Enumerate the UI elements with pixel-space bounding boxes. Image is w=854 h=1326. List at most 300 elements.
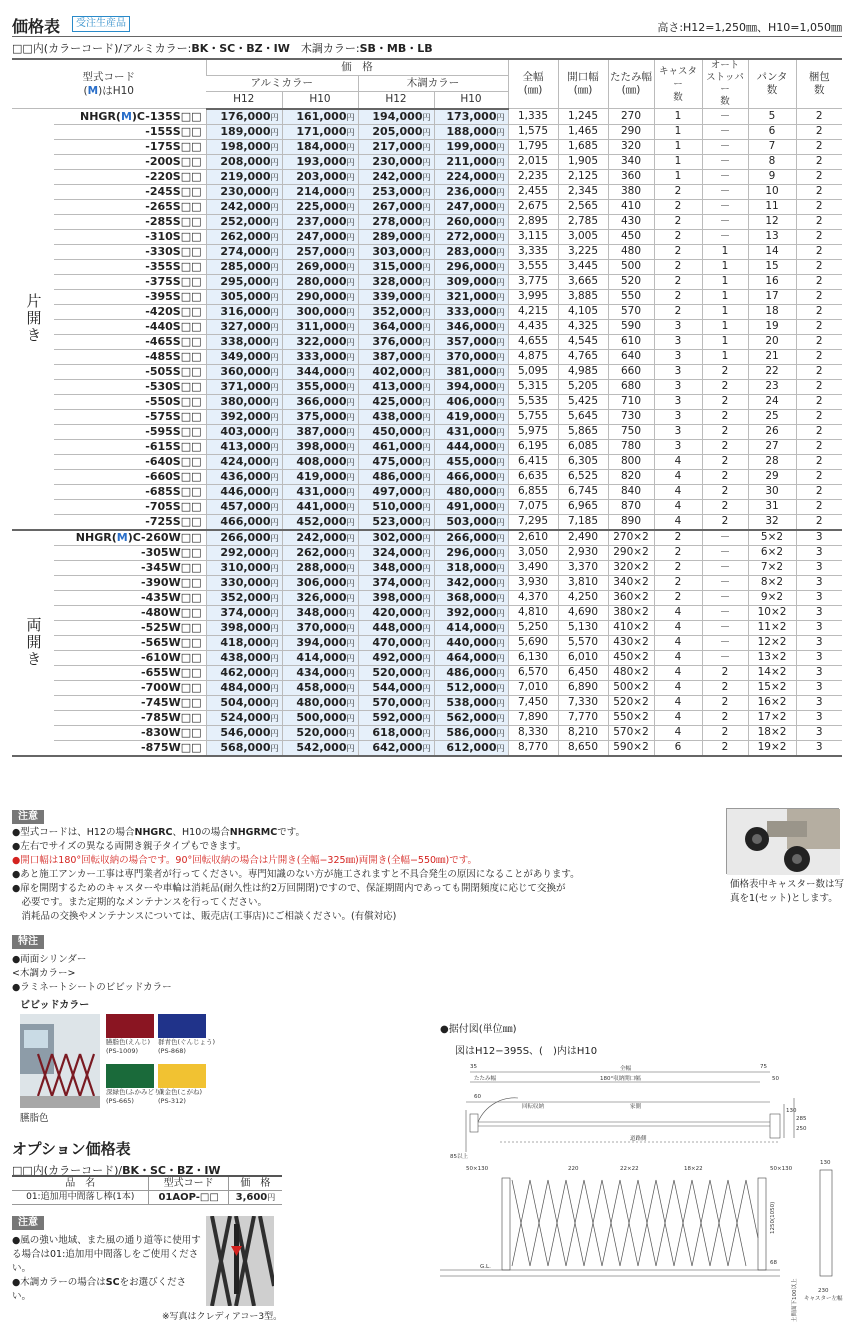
opening-value: 7,770 xyxy=(567,711,599,723)
folded-value: 610 xyxy=(620,335,642,347)
table-row xyxy=(12,124,842,139)
panta-cell xyxy=(748,620,796,635)
panta-value: 26 xyxy=(765,425,779,437)
wood-h10-cell xyxy=(434,154,508,169)
wood-h12-cell xyxy=(358,424,434,439)
model-code-cell xyxy=(54,530,206,546)
panta-value: 6 xyxy=(768,125,776,137)
table-row xyxy=(12,530,842,546)
model-suffix: -480W□□ xyxy=(141,606,202,619)
alumi-h12-value: 457,000 xyxy=(220,499,271,513)
folded-cell xyxy=(608,575,654,590)
pack-cell xyxy=(796,605,842,620)
opt-price-header: 価 格 xyxy=(228,1176,282,1191)
model-suffix: )C-260W□□ xyxy=(127,531,202,544)
folded-cell xyxy=(608,394,654,409)
alumi-h12-value: 230,000 xyxy=(220,184,271,198)
folded-value: 340 xyxy=(620,155,642,167)
caster-cell xyxy=(654,620,702,635)
alumi-h12-cell xyxy=(206,439,282,454)
wood-h12-value: 450,000 xyxy=(372,424,423,438)
alumi-h10-cell xyxy=(282,199,358,214)
opening-value: 1,685 xyxy=(567,140,599,152)
wood-h12-value: 352,000 xyxy=(372,304,423,318)
yen-unit: 円 xyxy=(422,517,431,527)
wood-h10-cell xyxy=(434,244,508,259)
alumi-h12-value: 374,000 xyxy=(220,605,271,619)
alumi-h10-cell xyxy=(282,379,358,394)
caster-value: 2 xyxy=(674,576,682,588)
panta-value: 21 xyxy=(765,350,779,362)
pack-cell xyxy=(796,484,842,499)
pack-cell xyxy=(796,244,842,259)
model-code-cell xyxy=(54,274,206,289)
model-code-cell xyxy=(54,560,206,575)
folded-cell xyxy=(608,620,654,635)
width-cell xyxy=(508,349,558,364)
alumi-h10-cell xyxy=(282,424,358,439)
wood-h10-cell xyxy=(434,229,508,244)
swatch-2-label: 群青色(ぐんじょう) xyxy=(158,1038,216,1046)
wood-h10-value: 224,000 xyxy=(446,169,497,183)
alumi-h10-value: 370,000 xyxy=(296,620,347,634)
stopper-value: 2 xyxy=(721,365,729,377)
note-line-6: 必要です。また定期的なメンテナンスを行ってください。 xyxy=(12,897,267,908)
model-suffix: -435W□□ xyxy=(141,591,202,604)
wood-h12-value: 520,000 xyxy=(372,665,423,679)
model-code-cell xyxy=(54,304,206,319)
alumi-h12-value: 208,000 xyxy=(220,154,271,168)
fig-rot-label: 回転収納 xyxy=(522,1104,545,1110)
yen-unit: 円 xyxy=(346,337,355,347)
stopper-value: 2 xyxy=(721,681,729,693)
wood-h10-value: 296,000 xyxy=(446,259,497,273)
wood-h12-value: 570,000 xyxy=(372,695,423,709)
caster-cell xyxy=(654,214,702,229)
pack-cell xyxy=(796,124,842,139)
alumi-h10-value: 225,000 xyxy=(296,199,347,213)
alumi-h10-value: 193,000 xyxy=(296,154,347,168)
folded-value: 710 xyxy=(620,395,642,407)
caster-cell xyxy=(654,154,702,169)
caster-value: 4 xyxy=(674,621,682,633)
wood-h10-cell xyxy=(434,304,508,319)
alumi-h10-cell xyxy=(282,349,358,364)
yen-unit: 円 xyxy=(422,427,431,437)
wood-h12-cell xyxy=(358,274,434,289)
pack-cell xyxy=(796,680,842,695)
panta-value: 16 xyxy=(765,275,779,287)
wood-h12-value: 438,000 xyxy=(372,409,423,423)
yen-unit: 円 xyxy=(270,157,279,167)
table-row xyxy=(12,680,842,695)
yen-unit: 円 xyxy=(422,397,431,407)
panta-cell xyxy=(748,499,796,514)
width-value: 5,250 xyxy=(517,621,549,633)
pack-cell xyxy=(796,710,842,725)
width-value: 2,895 xyxy=(517,215,549,227)
price-header: 価 格 xyxy=(206,59,508,76)
alumi-h10-value: 441,000 xyxy=(296,499,347,513)
width-value: 3,555 xyxy=(517,260,549,272)
stopper-value: － xyxy=(719,531,731,543)
wood-h12-cell xyxy=(358,680,434,695)
width-cell xyxy=(508,304,558,319)
alumi-h10-value: 355,000 xyxy=(296,379,347,393)
panta-value: 5×2 xyxy=(760,531,784,543)
caster-cell xyxy=(654,740,702,756)
alumi-h10-cell xyxy=(282,319,358,334)
wood-h10-cell xyxy=(434,740,508,756)
panta-value: 6×2 xyxy=(760,546,784,558)
pack-value: 2 xyxy=(815,290,823,302)
alumi-h10-value: 398,000 xyxy=(296,439,347,453)
pack-cell xyxy=(796,499,842,514)
model-code-cell xyxy=(54,259,206,274)
opening-cell xyxy=(558,169,608,184)
width-cell xyxy=(508,439,558,454)
stopper-value: － xyxy=(719,621,731,633)
pack-cell xyxy=(796,319,842,334)
wood-h12-cell xyxy=(358,635,434,650)
stopper-value: － xyxy=(719,230,731,242)
wood-h12-value: 302,000 xyxy=(372,530,423,544)
width-cell xyxy=(508,725,558,740)
alumi-h12-cell xyxy=(206,364,282,379)
width-cell xyxy=(508,289,558,304)
pack-cell xyxy=(796,259,842,274)
wood-h10-cell xyxy=(434,725,508,740)
stopper-cell xyxy=(702,244,748,259)
vivid-photo-caption: 臙脂色 xyxy=(20,1113,49,1124)
panta-cell xyxy=(748,289,796,304)
wood-h10-cell xyxy=(434,695,508,710)
alumi-h10-value: 171,000 xyxy=(296,124,347,138)
alumi-h12-cell xyxy=(206,184,282,199)
folded-value: 320 xyxy=(620,140,642,152)
caster-value: 1 xyxy=(674,109,682,122)
wood-h12-value: 486,000 xyxy=(372,469,423,483)
alumi-h12-cell xyxy=(206,109,282,125)
yen-unit: 円 xyxy=(346,382,355,392)
fig-house-label: 家側 xyxy=(630,1104,642,1110)
alumi-h10-value: 366,000 xyxy=(296,394,347,408)
wood-h12-cell xyxy=(358,124,434,139)
fig-dim-68: 68 xyxy=(770,1260,777,1266)
folded-cell xyxy=(608,124,654,139)
model-suffix: -745W□□ xyxy=(141,696,202,709)
stopper-value: － xyxy=(719,185,731,197)
panta-value: 24 xyxy=(765,395,779,407)
alumi-h12-value: 285,000 xyxy=(220,259,271,273)
folded-cell xyxy=(608,514,654,530)
caster-cell xyxy=(654,650,702,665)
wood-h12-cell xyxy=(358,740,434,756)
fig-dim-total: 全幅 xyxy=(620,1066,632,1072)
folded-cell xyxy=(608,349,654,364)
opening-value: 4,765 xyxy=(567,350,599,362)
wood-h10-value: 486,000 xyxy=(446,665,497,679)
wood-h10-value: 283,000 xyxy=(446,244,497,258)
alumi-h10-value: 333,000 xyxy=(296,349,347,363)
caster-value: 2 xyxy=(674,260,682,272)
model-suffix: -345W□□ xyxy=(141,561,202,574)
alumi-h10-value: 500,000 xyxy=(296,710,347,724)
opening-cell xyxy=(558,454,608,469)
yen-unit: 円 xyxy=(422,743,431,753)
model-code-cell xyxy=(54,319,206,334)
model-code-cell xyxy=(54,394,206,409)
yen-unit: 円 xyxy=(496,142,505,152)
folded-cell xyxy=(608,484,654,499)
wood-h10-cell xyxy=(434,184,508,199)
alumi-h10-value: 387,000 xyxy=(296,424,347,438)
caster-cell xyxy=(654,169,702,184)
alumi-h12-value: 380,000 xyxy=(220,394,271,408)
model-suffix: -705S□□ xyxy=(145,500,202,513)
width-cell xyxy=(508,244,558,259)
alumi-h10-value: 306,000 xyxy=(296,575,347,589)
yen-unit: 円 xyxy=(422,412,431,422)
wood-h12-value: 217,000 xyxy=(372,139,423,153)
yen-unit: 円 xyxy=(422,563,431,573)
wood-h12-cell xyxy=(358,244,434,259)
width-value: 7,890 xyxy=(517,711,549,723)
panta-value: 12×2 xyxy=(757,636,787,648)
opening-cell xyxy=(558,139,608,154)
yen-unit: 円 xyxy=(496,487,505,497)
yen-unit: 円 xyxy=(346,292,355,302)
caster-value: 1 xyxy=(674,140,682,152)
folded-value: 480×2 xyxy=(613,666,649,678)
wood-h12-value: 278,000 xyxy=(372,214,423,228)
alumi-h10-cell xyxy=(282,409,358,424)
swatch-2-color xyxy=(158,1014,206,1038)
stopper-cell xyxy=(702,484,748,499)
model-code-cell xyxy=(54,424,206,439)
pack-value: 2 xyxy=(815,365,823,377)
alumi-h12-cell xyxy=(206,665,282,680)
model-suffix: -725S□□ xyxy=(145,515,202,528)
wood-h12-cell xyxy=(358,199,434,214)
option-photo-illustration xyxy=(206,1216,274,1306)
model-suffix: -485S□□ xyxy=(145,350,202,363)
wood-h12-cell xyxy=(358,154,434,169)
stopper-cell xyxy=(702,695,748,710)
panta-value: 8 xyxy=(768,155,776,167)
wood-h10-value: 321,000 xyxy=(446,289,497,303)
panta-cell xyxy=(748,695,796,710)
alumi-h10-value: 290,000 xyxy=(296,289,347,303)
opening-value: 4,105 xyxy=(567,305,599,317)
panta-cell xyxy=(748,575,796,590)
options-colors: BK・SC・BZ・IW xyxy=(122,1164,221,1177)
model-code-cell xyxy=(54,469,206,484)
yen-unit: 円 xyxy=(346,142,355,152)
folded-value: 290×2 xyxy=(613,546,649,558)
alumi-h12-cell xyxy=(206,409,282,424)
caster-value: 4 xyxy=(674,500,682,512)
pack-cell xyxy=(796,364,842,379)
table-row xyxy=(12,695,842,710)
alumi-h12-value: 242,000 xyxy=(220,199,271,213)
alumi-h10-value: 452,000 xyxy=(296,514,347,528)
model-code-cell xyxy=(54,334,206,349)
stopper-value: 2 xyxy=(721,485,729,497)
yen-unit: 円 xyxy=(346,232,355,242)
model-code-cell xyxy=(54,364,206,379)
yen-unit: 円 xyxy=(270,533,279,543)
wood-h12-value: 402,000 xyxy=(372,364,423,378)
color-line-prefix: □□内(カラーコード)/アルミカラー: xyxy=(12,42,192,55)
width-value: 3,930 xyxy=(517,576,549,588)
table-row xyxy=(12,454,842,469)
alumi-h10-cell xyxy=(282,590,358,605)
caster-cell xyxy=(654,199,702,214)
model-code-cell xyxy=(54,244,206,259)
wood-h10-value: 199,000 xyxy=(446,139,497,153)
pack-cell xyxy=(796,454,842,469)
opt-price-yen: 円 xyxy=(267,1193,276,1202)
pack-value: 2 xyxy=(815,440,823,452)
panta-value: 14 xyxy=(765,245,779,257)
folded-cell xyxy=(608,740,654,756)
opening-value: 6,085 xyxy=(567,440,599,452)
stopper-cell xyxy=(702,214,748,229)
alumi-h12-cell xyxy=(206,514,282,530)
width-value: 6,195 xyxy=(517,440,549,452)
model-note-pre: ( xyxy=(83,85,88,97)
stopper-value: － xyxy=(719,606,731,618)
caster-value: 2 xyxy=(674,275,682,287)
yen-unit: 円 xyxy=(496,668,505,678)
caster-value: 3 xyxy=(674,380,682,392)
yen-unit: 円 xyxy=(496,457,505,467)
stopper-cell xyxy=(702,169,748,184)
panta-cell xyxy=(748,424,796,439)
pack-value: 2 xyxy=(815,170,823,182)
wood-header: 木調カラー xyxy=(358,76,508,92)
yen-unit: 円 xyxy=(496,743,505,753)
opening-value: 3,225 xyxy=(567,245,599,257)
model-suffix: -655W□□ xyxy=(141,666,202,679)
stopper-value: － xyxy=(719,546,731,558)
opening-value: 6,010 xyxy=(567,651,599,663)
yen-unit: 円 xyxy=(496,653,505,663)
price-table xyxy=(12,58,842,757)
stopper-value: － xyxy=(719,576,731,588)
yen-unit: 円 xyxy=(346,172,355,182)
folded-cell xyxy=(608,214,654,229)
width-cell xyxy=(508,590,558,605)
panta-cell xyxy=(748,484,796,499)
width-cell xyxy=(508,514,558,530)
caster-illustration xyxy=(727,809,840,875)
yen-unit: 円 xyxy=(422,608,431,618)
caster-cell xyxy=(654,560,702,575)
yen-unit: 円 xyxy=(422,127,431,137)
folded-value: 480 xyxy=(620,245,642,257)
yen-unit: 円 xyxy=(270,593,279,603)
wood-h12-value: 461,000 xyxy=(372,439,423,453)
option-photo xyxy=(206,1216,274,1306)
caster-value: 2 xyxy=(674,591,682,603)
opening-cell xyxy=(558,725,608,740)
vivid-gate-photo xyxy=(20,1014,100,1108)
pack-value: 3 xyxy=(815,531,823,543)
caster-cell xyxy=(654,725,702,740)
width-cell xyxy=(508,499,558,514)
wood-h10-value: 491,000 xyxy=(446,499,497,513)
alumi-h12-cell xyxy=(206,259,282,274)
pack-cell xyxy=(796,695,842,710)
folded-value: 640 xyxy=(620,350,642,362)
folded-cell xyxy=(608,590,654,605)
stopper-cell xyxy=(702,710,748,725)
table-row xyxy=(12,199,842,214)
alumi-h10-cell xyxy=(282,439,358,454)
table-row xyxy=(12,484,842,499)
yen-unit: 円 xyxy=(270,442,279,452)
panta-cell xyxy=(748,454,796,469)
folded-value: 450 xyxy=(620,230,642,242)
model-m: M xyxy=(116,531,128,544)
pack-cell xyxy=(796,635,842,650)
caster-cell xyxy=(654,274,702,289)
panta-value: 13 xyxy=(765,230,779,242)
yen-unit: 円 xyxy=(346,397,355,407)
opening-cell xyxy=(558,575,608,590)
opt-note-2 xyxy=(12,1276,202,1304)
table-row xyxy=(12,740,842,756)
width-cell xyxy=(508,454,558,469)
yen-unit: 円 xyxy=(496,517,505,527)
caster-value: 4 xyxy=(674,651,682,663)
model-suffix: -220S□□ xyxy=(145,170,202,183)
pack-value: 3 xyxy=(815,561,823,573)
folded-value: 800 xyxy=(620,455,642,467)
panta-cell xyxy=(748,725,796,740)
fig-dim-open: 180°収納開口幅 xyxy=(600,1076,641,1082)
yen-unit: 円 xyxy=(270,232,279,242)
fig-dim-250: 250 xyxy=(796,1126,807,1132)
width-cell xyxy=(508,229,558,244)
wood-h12-value: 230,000 xyxy=(372,154,423,168)
yen-unit: 円 xyxy=(270,397,279,407)
folded-value: 500×2 xyxy=(613,681,649,693)
wood-h12-value: 289,000 xyxy=(372,229,423,243)
alumi-h10-value: 480,000 xyxy=(296,695,347,709)
model-code-cell xyxy=(54,545,206,560)
wood-h12-cell xyxy=(358,454,434,469)
fig-ground: 土間面下100以上 xyxy=(792,1278,798,1322)
alumi-h10-value: 262,000 xyxy=(296,545,347,559)
panta-cell xyxy=(748,274,796,289)
wood-h12-value: 339,000 xyxy=(372,289,423,303)
yen-unit: 円 xyxy=(346,157,355,167)
wood-h12-cell xyxy=(358,184,434,199)
caster-cell xyxy=(654,469,702,484)
folded-cell xyxy=(608,109,654,125)
wood-label: 木調カラー: xyxy=(289,42,360,55)
width-cell xyxy=(508,214,558,229)
stopper-cell xyxy=(702,229,748,244)
folded-cell xyxy=(608,545,654,560)
alumi-h10-value: 203,000 xyxy=(296,169,347,183)
alumi-h12-value: 398,000 xyxy=(220,620,271,634)
stopper-value: 2 xyxy=(721,696,729,708)
pack-value: 2 xyxy=(815,305,823,317)
